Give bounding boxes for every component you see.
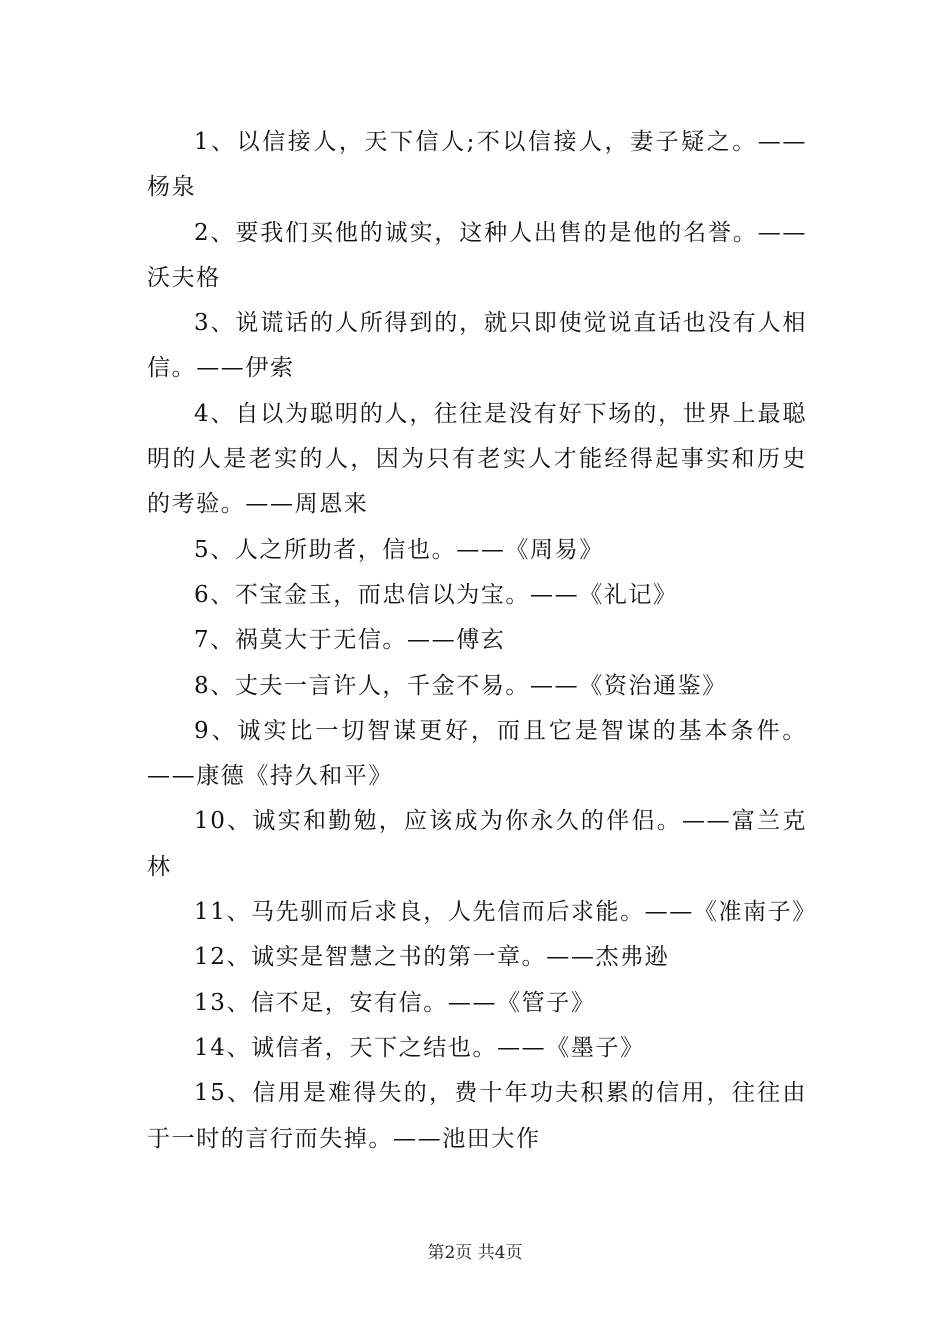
quote-item-11: 11、马先驯而后求良，人先信而后求能。——《准南子》 xyxy=(194,899,817,926)
quote-item-12: 12、诚实是智慧之书的第一章。——杰弗逊 xyxy=(194,944,670,971)
quote-item-3: 3、说谎话的人所得到的，就只即使觉说直话也没有人相信。——伊索 xyxy=(147,310,807,382)
quote-item-13: 13、信不足，安有信。——《管子》 xyxy=(194,989,596,1016)
quote-item-7: 7、祸莫大于无信。——傅玄 xyxy=(194,627,506,654)
quote-item-15: 15、信用是难得失的，费十年功夫积累的信用，往往由于一时的言行而失掉。——池田大作 xyxy=(147,1080,807,1152)
quote-item-5: 5、人之所助者，信也。——《周易》 xyxy=(194,536,604,563)
page-number-footer: 第2页 共4页 xyxy=(427,1243,523,1263)
quote-item-14: 14、诚信者，天下之结也。——《墨子》 xyxy=(194,1034,645,1061)
quote-item-8: 8、丈夫一言许人，千金不易。——《资治通鉴》 xyxy=(194,672,727,699)
quote-item-2: 2、要我们买他的诚实，这种人出售的是他的名誉。——沃夫格 xyxy=(147,219,807,291)
quote-item-1: 1、以信接人，天下信人;不以信接人，妻子疑之。——杨泉 xyxy=(147,129,807,201)
quote-item-9: 9、诚实比一切智谋更好，而且它是智谋的基本条件。——康德《持久和平》 xyxy=(147,717,807,790)
quote-item-6: 6、不宝金玉，而忠信以为宝。——《礼记》 xyxy=(194,581,678,608)
quote-item-10: 10、诚实和勤勉，应该成为你永久的伴侣。——富兰克林 xyxy=(147,808,807,880)
quote-item-4: 4、自以为聪明的人，往往是没有好下场的，世界上最聪明的人是老实的人，因为只有老实人才能经得起事实和历史的考验。——周恩来 xyxy=(147,400,807,518)
quote-list xyxy=(147,120,817,1162)
